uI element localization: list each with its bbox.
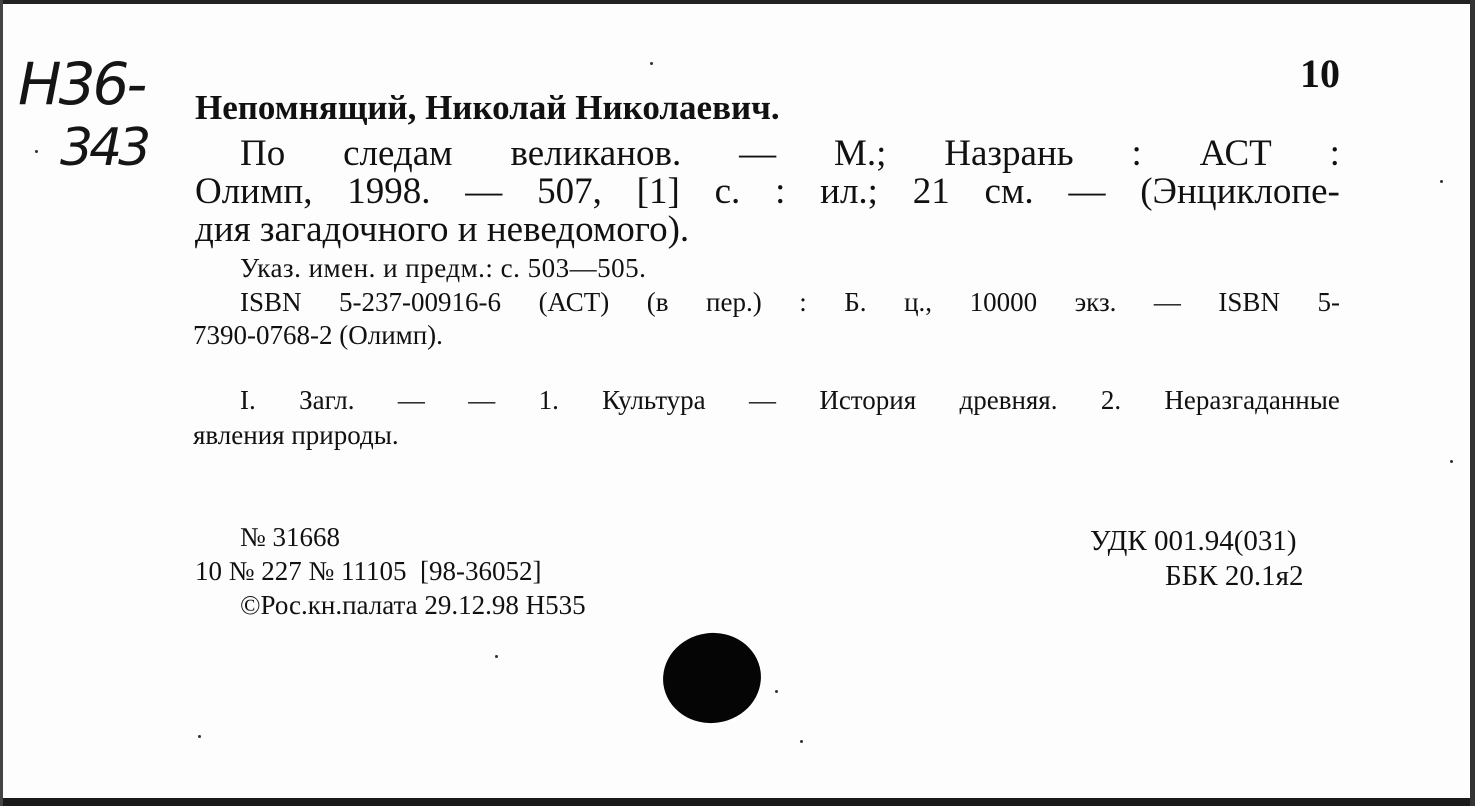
card-number: 10 bbox=[1300, 51, 1340, 96]
card-edge-right bbox=[1470, 0, 1475, 806]
subject-word: — bbox=[748, 385, 776, 415]
subject-word: Культура bbox=[602, 385, 706, 415]
isbn-word: 5-237-00916-6 bbox=[339, 287, 502, 317]
title-line-3: дия загадочного и неведомого). bbox=[195, 209, 690, 250]
title-word: с. bbox=[714, 171, 741, 212]
title-word: 21 bbox=[912, 171, 950, 212]
title-word: великанов. bbox=[510, 133, 682, 174]
isbn-word: ISBN bbox=[240, 287, 302, 317]
scan-speck bbox=[198, 735, 201, 738]
title-word: ил.; bbox=[820, 171, 878, 212]
title-word: : bbox=[1329, 133, 1340, 174]
scan-speck bbox=[650, 62, 653, 65]
isbn-word: экз. bbox=[1074, 287, 1117, 317]
subject-line-2: явления природы. bbox=[193, 420, 399, 450]
scan-speck bbox=[1450, 460, 1453, 463]
title-word: М.; bbox=[833, 133, 887, 174]
isbn-line-2: 7390-0768-2 (Олимп). bbox=[193, 320, 443, 350]
scan-speck bbox=[35, 150, 38, 153]
isbn-word: : bbox=[799, 287, 807, 317]
scan-speck bbox=[1440, 180, 1443, 183]
scan-speck bbox=[800, 740, 803, 743]
title-word: (Энциклопе- bbox=[1140, 171, 1340, 212]
isbn-word: Б. bbox=[844, 287, 867, 317]
subject-word: I. bbox=[240, 385, 256, 415]
title-word: 1998. bbox=[347, 171, 431, 212]
title-word: Назрань bbox=[944, 133, 1074, 174]
title-word: — bbox=[739, 133, 777, 174]
title-word: — bbox=[1068, 171, 1106, 212]
udk-code: УДК 001.94(031) bbox=[1090, 525, 1297, 557]
isbn-word: пер.) bbox=[706, 287, 762, 317]
scan-speck bbox=[775, 690, 778, 693]
subject-line-1 bbox=[240, 385, 1340, 416]
isbn-word: — bbox=[1153, 287, 1181, 317]
subject-word: Загл. bbox=[299, 385, 355, 415]
title-word: АСТ bbox=[1199, 133, 1272, 174]
card-edge-bottom bbox=[0, 798, 1475, 806]
handwritten-call-number-line2: 343 bbox=[60, 118, 148, 178]
index-note: Указ. имен. и предм.: с. 503—505. bbox=[240, 253, 647, 283]
title-word: : bbox=[1131, 133, 1142, 174]
title-word: По bbox=[240, 133, 286, 174]
title-word: [1] bbox=[636, 171, 680, 212]
isbn-word: 10000 bbox=[969, 287, 1038, 317]
handwritten-call-number-line1: Н36- bbox=[18, 50, 145, 118]
subject-word: — bbox=[468, 385, 496, 415]
card-punch-hole bbox=[657, 627, 767, 730]
registration-details: 10 № 227 № 11105 [98-36052] bbox=[195, 556, 542, 586]
card-edge-left bbox=[0, 0, 3, 806]
bbk-code: ББК 20.1я2 bbox=[1165, 560, 1304, 592]
title-line-2 bbox=[195, 170, 1340, 213]
isbn-word: ISBN bbox=[1218, 287, 1280, 317]
isbn-line-1 bbox=[240, 287, 1340, 318]
title-word: — bbox=[465, 171, 503, 212]
subject-word: — bbox=[397, 385, 425, 415]
card-edge-top bbox=[0, 0, 1475, 4]
scan-speck bbox=[495, 655, 498, 658]
subject-word: 2. bbox=[1100, 385, 1122, 415]
title-word: Олимп, bbox=[195, 171, 313, 212]
title-word: 507, bbox=[537, 171, 602, 212]
subject-word: 1. bbox=[538, 385, 559, 415]
isbn-word: (в bbox=[646, 287, 669, 317]
isbn-word: ц., bbox=[904, 287, 933, 317]
title-word: : bbox=[775, 171, 786, 212]
author-heading: Непомнящий, Николай Николаевич. bbox=[195, 88, 780, 127]
subject-word: История bbox=[819, 385, 917, 415]
subject-word: древняя. bbox=[959, 385, 1058, 415]
isbn-word: (АСТ) bbox=[538, 287, 610, 317]
isbn-word: 5- bbox=[1317, 287, 1340, 317]
title-word: см. bbox=[984, 171, 1034, 212]
subject-word: Неразгаданные bbox=[1164, 385, 1340, 415]
book-chamber-stamp: ©Рос.кн.палата 29.12.98 Н535 bbox=[240, 590, 586, 620]
title-line-1 bbox=[240, 132, 1340, 175]
registration-number: № 31668 bbox=[240, 522, 341, 552]
title-word: следам bbox=[343, 133, 453, 174]
